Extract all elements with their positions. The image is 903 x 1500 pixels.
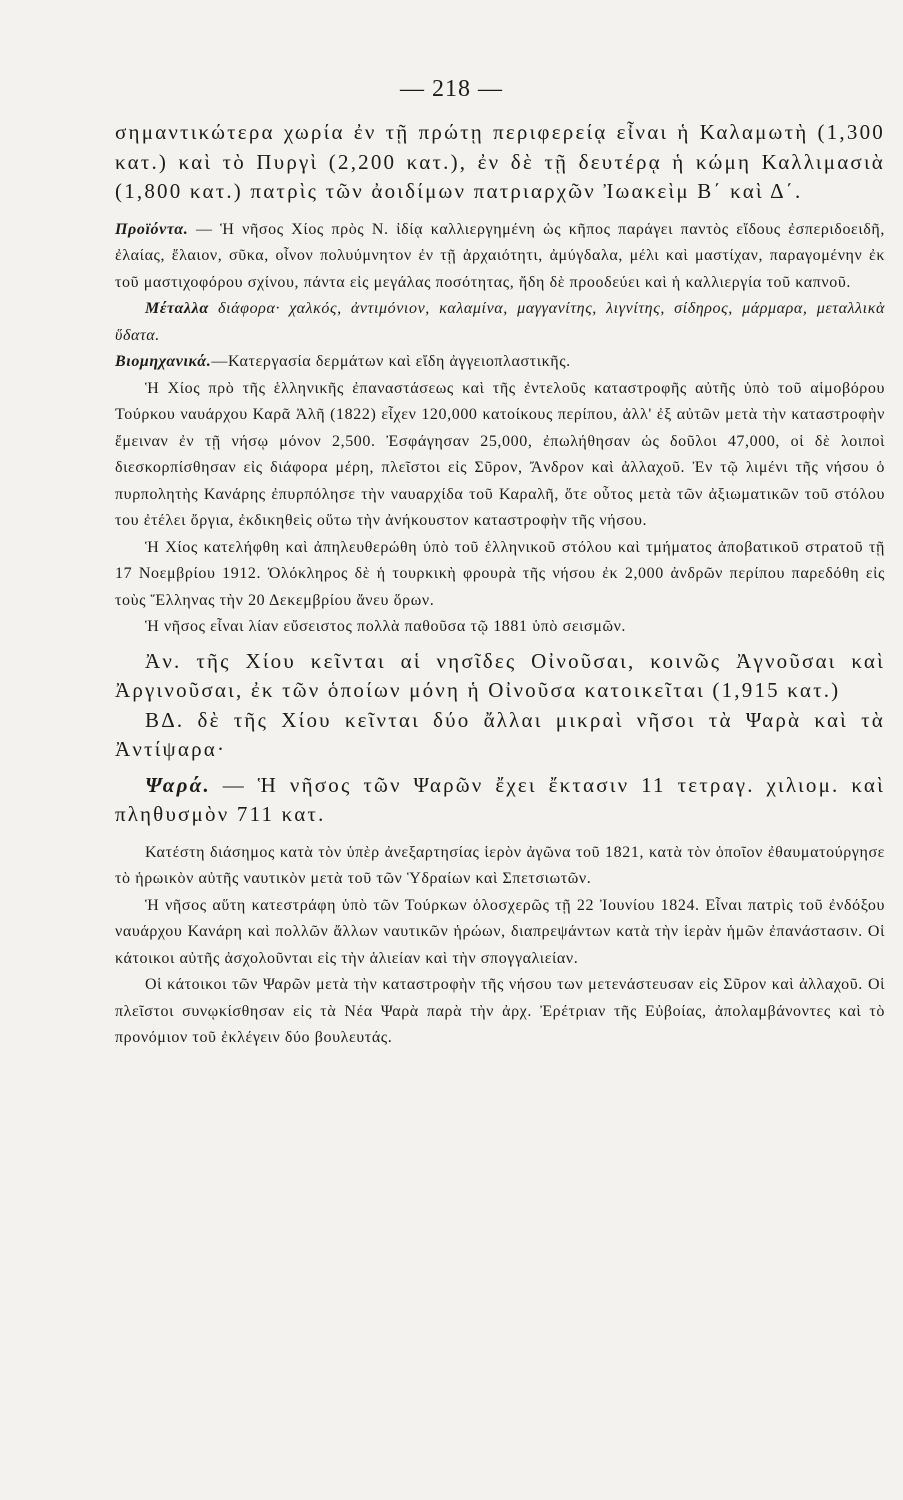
paragraph-industry <box>115 349 885 376</box>
heading-products: Προϊόντα. <box>115 220 189 238</box>
paragraph-metals-text: διάφορα· χαλκός, ἀντιμόνιον, καλαμίνα, μαγγανίτης, λιγνίτης, σίδηρος, μάρμαρα, μεταλλικὰ ὕδατα. <box>115 300 885 344</box>
paragraph-psara-text: — Ἡ νῆσος τῶν Ψαρῶν ἔχει ἔκτασιν 11 τετραγ. χιλιομ. καὶ πληθυσμὸν 711 κατ. <box>115 772 885 826</box>
paragraph-psara-fame: Κατέστη διάσημος κατὰ τὸν ὑπὲρ ἀνεξαρτησίας ἱερὸν ἀγῶνα τοῦ 1821, κατὰ τὸν ὁποῖον ἐθαυματούργησε τὸ ἡρωικὸν αὐτῆς ναυτικὸν μετὰ τοῦ τῶν Ὑδραίων καὶ Σπετσιωτῶν. <box>115 843 885 887</box>
heading-psara: Ψαρά. <box>145 772 211 797</box>
paragraph-villages: σημαντικώτερα χωρία ἐν τῇ πρώτῃ περιφερείᾳ εἶναι ἡ Καλαμωτὴ (1,300 κατ.) καὶ τὸ Πυργὶ (2,200 κατ.), ἐν δὲ τῇ δευτέρᾳ ἡ κώμη Καλλιμασιὰ (1,800 κατ.) πατρὶς τῶν ἀοιδίμων πατριαρχῶν Ἰωακεὶμ Β΄ καὶ Δ΄. <box>115 120 885 203</box>
paragraph-metals <box>115 296 885 349</box>
page-number: — 218 — <box>400 76 503 102</box>
paragraph-psara <box>115 771 885 830</box>
paragraph-history: Ἡ Χίος πρὸ τῆς ἑλληνικῆς ἐπαναστάσεως καὶ τῆς ἐντελοῦς καταστροφῆς αὐτῆς ὑπὸ τοῦ αἱμοβόρου Τούρκου ναυάρχου Καρᾶ Ἀλῆ (1822) εἶχεν 120,000 κατοίκους περίπου, ἀλλ' ἐξ αὐτῶν μετὰ τὴν καταστροφὴν ἔμειναν ἐν τῇ νήσῳ μόνον 2,500. Ἐσφάγησαν 25,000, ἐπωλήθησαν ὡς δοῦλοι 47,000, οἱ δὲ λοιποὶ διεσκορπίσθησαν εἰς διάφορα μέρη, πλεῖστοι εἰς Σῦρον, Ἄνδρον καὶ ἀλλαχοῦ. Ἐν τῷ λιμένι τῆς νήσου ὁ πυρπολητὴς Κανάρης ἐπυρπόλησε τὴν ναυαρχίδα τοῦ Καραλῆ, ὅτε οὗτος μετὰ τῶν ἀξιωματικῶν τοῦ στόλου του ἐτέλει ὄργια, ἐκδικηθεὶς οὕτω τὴν ἀνήκουστον καταστροφὴν τῆς νήσου. <box>115 379 885 529</box>
heading-metals: Μέταλλα <box>145 300 209 317</box>
paragraph-psara-intro: ΒΔ. δὲ τῆς Χίου κεῖνται δύο ἄλλαι μικραὶ νῆσοι τὰ Ψαρὰ καὶ τὰ Ἀντίψαρα· <box>115 707 885 761</box>
text-body <box>115 118 885 1052</box>
paragraph-products <box>115 217 885 297</box>
paragraph-psara-emigration: Οἱ κάτοικοι τῶν Ψαρῶν μετὰ τὴν καταστροφὴν τῆς νήσου των μετενάστευσαν εἰς Σῦρον καὶ ἀλλαχοῦ. Οἱ πλεῖστοι συνῳκίσθησαν εἰς τὰ Νέα Ψαρὰ παρὰ τὴν ἀρχ. Ἐρέτριαν τῆς Εὐβοίας, ἀπολαμβάνοντες καὶ τὸ προνόμιον τοῦ ἐκλέγειν δύο βουλευτάς. <box>115 976 885 1046</box>
paragraph-psara-destruction: Ἡ νῆσος αὕτη κατεστράφη ὑπὸ τῶν Τούρκων ὁλοσχερῶς τῇ 22 Ἰουνίου 1824. Εἶναι πατρὶς τοῦ ἐνδόξου ναυάρχου Κανάρη καὶ πολλῶν ἄλλων ναυτικῶν ἡρώων, διαπρεψάντων κατὰ τὴν ἱερὰν ἡμῶν ἐπανάστασιν. Οἱ κάτοικοι αὐτῆς ἀσχολοῦνται εἰς τὴν ἁλιείαν καὶ τὴν σπογγαλιείαν. <box>115 896 885 967</box>
paragraph-products-text: — Ἡ νῆσος Χίος πρὸς Ν. ἰδίᾳ καλλιεργημένη ὡς κῆπος παράγει παντὸς εἴδους ἐσπεριδοειδῆ, ἐλαίας, ἔλαιον, σῦκα, οἶνον πολυύμνητον ἐν τῇ ἀρχαιότητι, ἀμύγδαλα, μέλι καὶ μαστίχαν, παραγομένην ἐκ τοῦ μαστιχοφόρου σχίνου, πάντα εἰς μεγάλας ποσότητας, ἤδη δὲ προοδεύει καὶ ἡ καλλιεργία τοῦ καπνοῦ. <box>115 220 885 291</box>
heading-industry: Βιομηχανικά. <box>115 353 212 370</box>
paragraph-oinousses: Ἀν. τῆς Χίου κεῖνται αἱ νησῖδες Οἰνοῦσαι, κοινῶς Ἀγνοῦσαι καὶ Ἀργινοῦσαι, ἐκ τῶν ὁποίων μόνη ἡ Οἰνοῦσα κατοικεῖται (1,915 κατ.) <box>115 648 885 702</box>
paragraph-liberation: Ἡ Χίος κατελήφθη καὶ ἀπηλευθερώθη ὑπὸ τοῦ ἑλληνικοῦ στόλου καὶ τμήματος ἀποβατικοῦ στρατοῦ τῇ 17 Νοεμβρίου 1912. Ὁλόκληρος δὲ ἡ τουρκικὴ φρουρὰ τῆς νήσου ἐκ 2,000 ἀνδρῶν περίπου παρεδόθη εἰς τοὺς Ἕλληνας τὴν 20 Δεκεμβρίου ἄνευ ὅρων. <box>115 538 885 609</box>
paragraph-earthquakes: Ἡ νῆσος εἶναι λίαν εὔσειστος πολλὰ παθοῦσα τῷ 1881 ὑπὸ σεισμῶν. <box>145 618 627 635</box>
paragraph-industry-text: —Κατεργασία δερμάτων καὶ εἴδη ἀγγειοπλαστικῆς. <box>211 353 571 370</box>
